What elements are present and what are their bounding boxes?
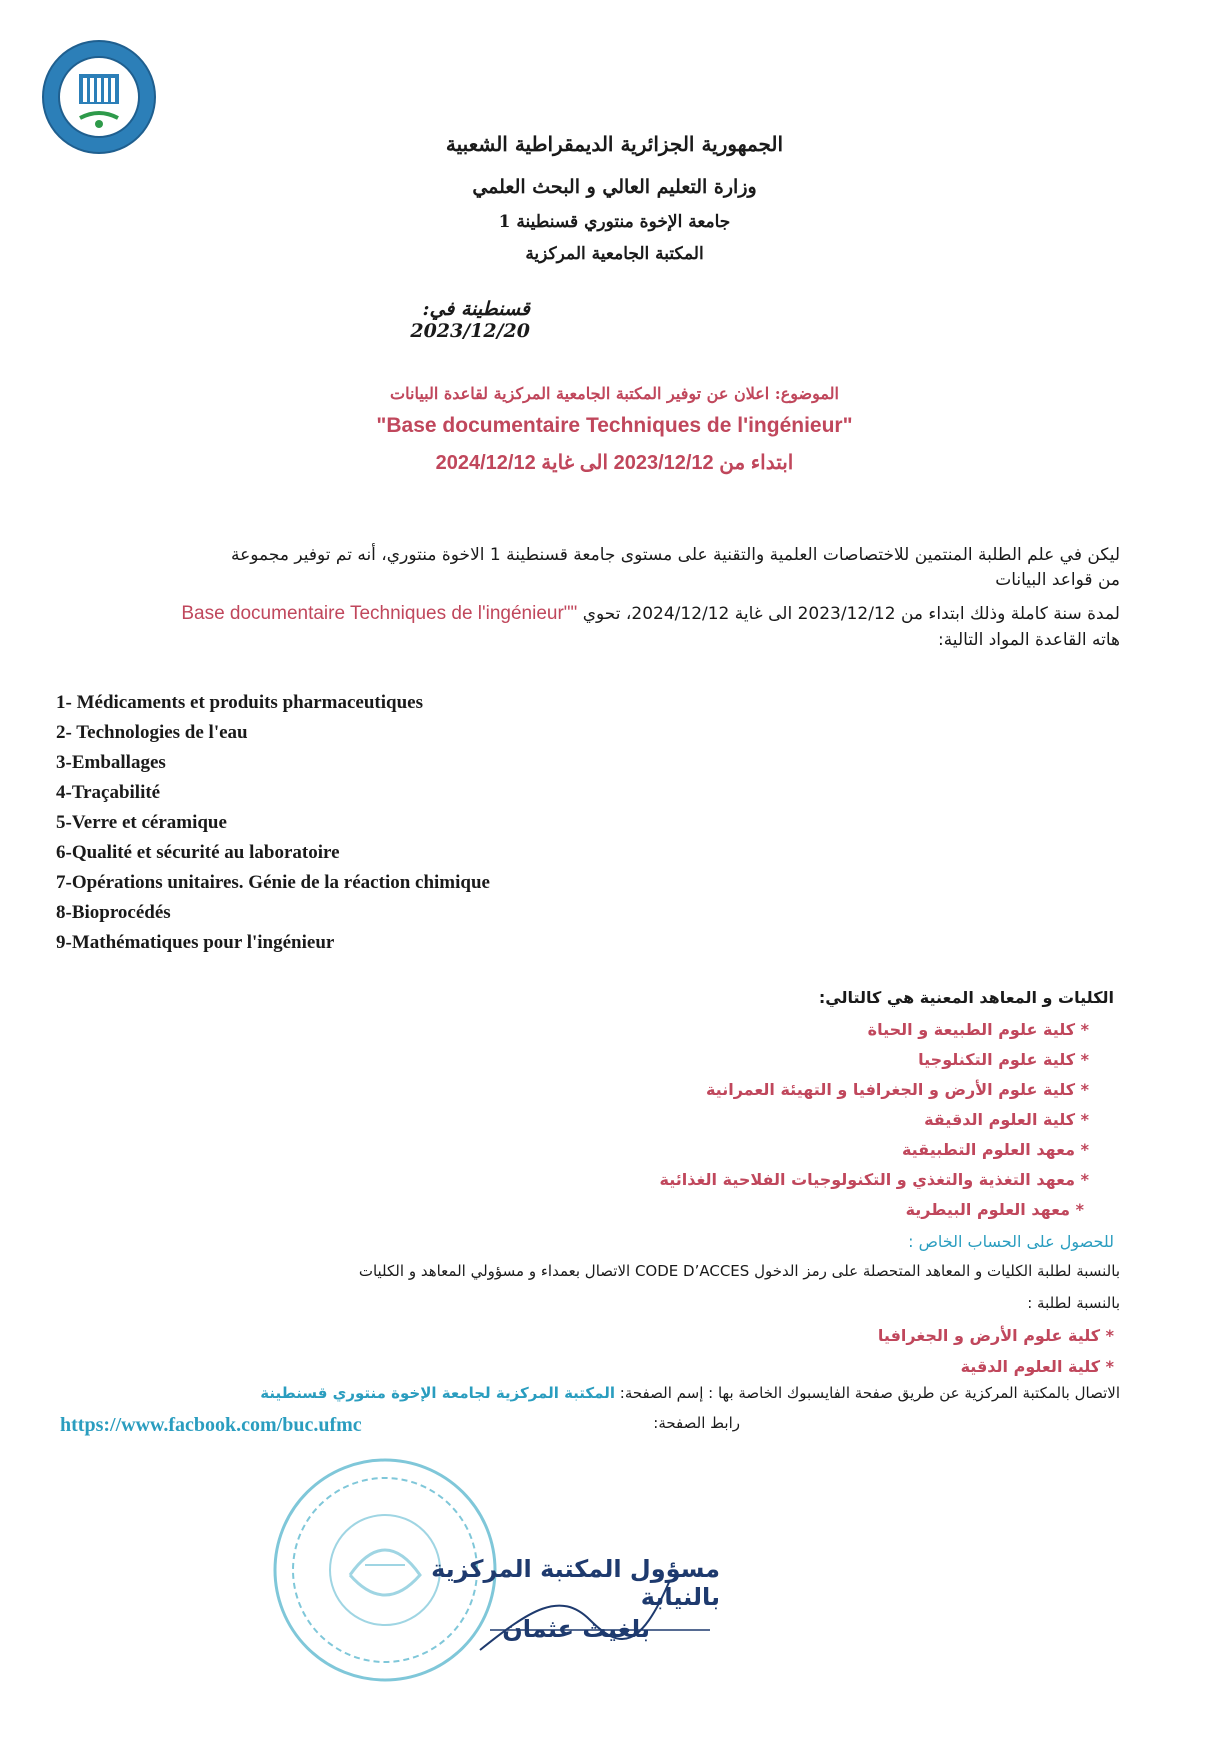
account-faculties <box>214 1320 1114 1382</box>
faculty-item: * كلية علوم الطبيعة و الحياة <box>867 1020 1089 1039</box>
signatory-title: مسؤول المكتبة المركزية بالنيابة <box>431 1555 720 1611</box>
account-line: بالنسبة لطلبة الكليات و المعاهد المتحصلة على رمز الدخول CODE D’ACCES الاتصال بعمداء و مسؤولي المعاهد و الكليات <box>358 1262 1120 1280</box>
list-item: 2- Technologies de l'eau <box>56 722 248 743</box>
account-faculty-item: * كلية العلوم الدقية <box>960 1357 1114 1376</box>
account-line-students: بالنسبة لطلبة : <box>1027 1294 1120 1312</box>
handwritten-signature <box>470 1570 730 1660</box>
list-item: 5-Verre et céramique <box>56 812 227 833</box>
contact-line <box>60 1384 1120 1402</box>
list-item: 8-Bioprocédés <box>56 902 171 923</box>
date-line: قسنطينة في: 2023/12/20 <box>410 298 530 342</box>
availability-period: ابتداء من 2023/12/12 الى غاية 2024/12/12 <box>435 452 794 474</box>
account-heading: للحصول على الحساب الخاص : <box>908 1232 1114 1251</box>
signatory-name: بلغيث عثمان <box>502 1615 650 1643</box>
contents-intro: هاته القاعدة المواد التالية: <box>937 630 1120 650</box>
list-item: 6-Qualité et sécurité au laboratoire <box>56 842 340 863</box>
subject-line: الموضوع: اعلان عن توفير المكتبة الجامعية المركزية لقاعدة البيانات <box>390 384 839 403</box>
faculties-list <box>214 1015 1114 1225</box>
database-name-inline: Base documentaire Techniques de l'ingénieur"" <box>181 603 578 624</box>
page-link-label: رابط الصفحة: <box>653 1414 740 1432</box>
faculty-item: * معهد العلوم التطبيقية <box>901 1140 1089 1159</box>
faculty-item: * كلية علوم الأرض و الجغرافيا و التهيئة العمرانية <box>705 1080 1089 1099</box>
faculty-item: * كلية العلوم الدقيقة <box>924 1110 1089 1129</box>
list-item: 7-Opérations unitaires. Génie de la réaction chimique <box>56 872 490 893</box>
database-title: "Base documentaire Techniques de l'ingénieur" <box>376 414 853 437</box>
account-faculty-item: * كلية علوم الأرض و الجغرافيا <box>877 1326 1114 1345</box>
facebook-page-name: المكتبة المركزية لجامعة الإخوة منتوري قسنطينة <box>260 1384 615 1402</box>
facebook-link[interactable]: https://www.facbook.com/buc.ufmc <box>60 1414 362 1436</box>
intro-paragraph-cont: من قواعد البيانات <box>995 570 1120 590</box>
faculties-heading: الكليات و المعاهد المعنية هي كالتالي: <box>818 988 1114 1007</box>
ministry-title: وزارة التعليم العالي و البحث العلمي <box>472 176 757 198</box>
university-name: جامعة الإخوة منتوري قسنطينة 1 <box>498 212 731 232</box>
library-name: المكتبة الجامعية المركزية <box>525 244 704 264</box>
period-text: لمدة سنة كاملة وذلك ابتداء من 2023/12/12 الى غاية 2024/12/12، تحوي <box>582 604 1120 624</box>
faculty-item: * كلية علوم التكنلوجيا <box>918 1050 1089 1069</box>
intro-paragraph: ليكن في علم الطلبة المنتمين للاختصاصات العلمية والتقنية على مستوى جامعة قسنطينة 1 الاخوة منتوري، أنه تم توفير مجموعة <box>230 545 1120 565</box>
contact-text: الاتصال بالمكتبة المركزية عن طريق صفحة الفايسبوك الخاصة بها : إسم الصفحة: <box>619 1384 1120 1402</box>
list-item: 9-Mathématiques pour l'ingénieur <box>56 932 335 953</box>
republic-title: الجمهورية الجزائرية الديمقراطية الشعبية <box>445 132 784 156</box>
list-item: 4-Traçabilité <box>56 782 161 803</box>
topics-list <box>56 688 756 958</box>
faculty-item: * معهد العلوم البيطرية <box>905 1200 1084 1219</box>
list-item: 3-Emballages <box>56 752 166 773</box>
period-paragraph <box>60 603 1120 625</box>
faculty-item: * معهد التغذية والتغذي و التكنولوجيات الفلاحية الغذائية <box>659 1170 1089 1189</box>
list-item: 1- Médicaments et produits pharmaceutiques <box>56 692 423 713</box>
